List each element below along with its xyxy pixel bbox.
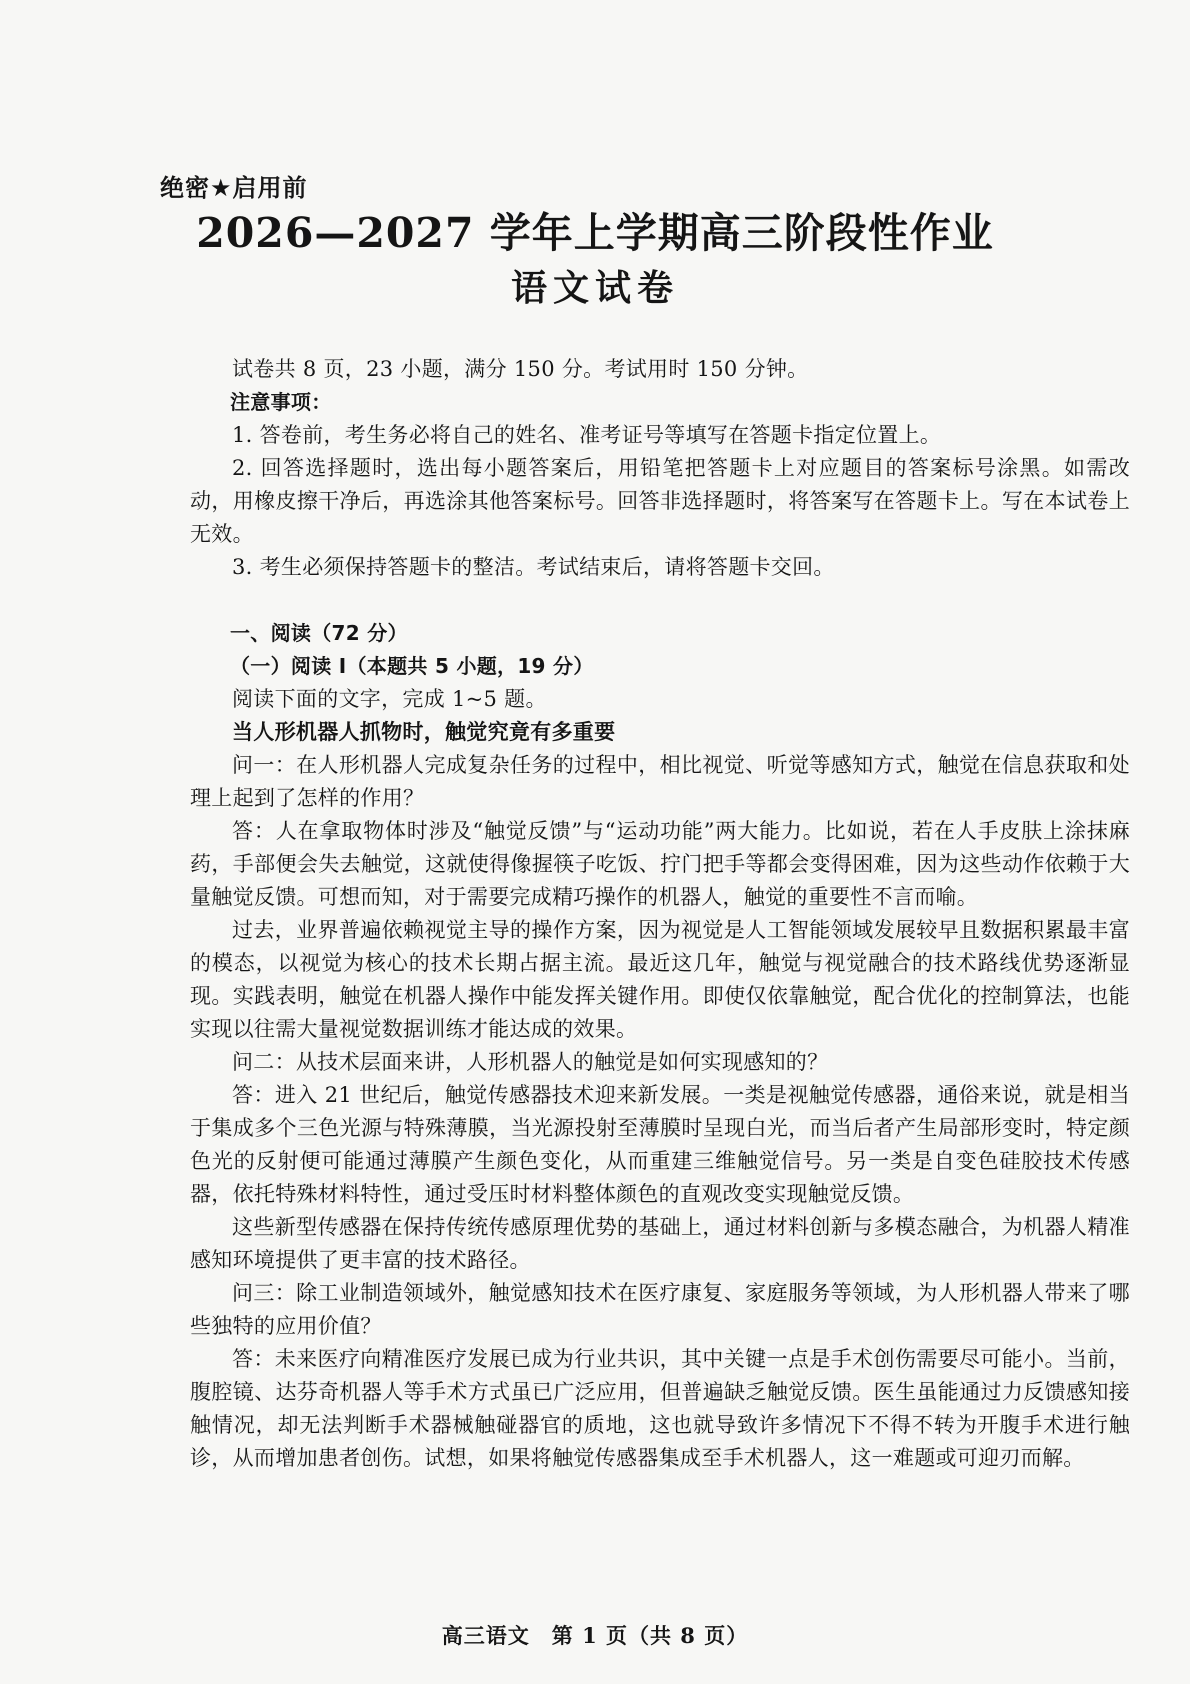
secret-label: 绝密★启用前 (160, 174, 308, 202)
article-title: 当人形机器人抓物时，触觉究竟有多重要 (232, 720, 616, 744)
article-paragraph: 问三：除工业制造领域外，触觉感知技术在医疗康复、家庭服务等领域，为人形机器人带来了哪些独特的应用价值？ (190, 1281, 1130, 1338)
reading-instruction: 阅读下面的文字，完成 1~5 题。 (232, 687, 547, 711)
exam-subtitle: 语文试卷 (510, 267, 679, 309)
article-paragraph: 问一：在人形机器人完成复杂任务的过程中，相比视觉、听觉等感知方式，触觉在信息获取和处理上起到了怎样的作用？ (190, 753, 1130, 810)
page-footer: 高三语文 第 1 页（共 8 页） (441, 1623, 749, 1648)
exam-content (190, 353, 1130, 1475)
notice-item: 3. 考生必须保持答题卡的整洁。考试结束后，请将答题卡交回。 (232, 555, 835, 579)
notice-item: 1. 答卷前，考生务必将自己的姓名、准考证号等填写在答题卡指定位置上。 (232, 423, 942, 447)
notice-item: 2. 回答选择题时，选出每小题答案后，用铅笔把答题卡上对应题目的答案标号涂黑。如需改动，用橡皮擦干净后，再选涂其他答案标号。回答非选择题时，将答案写在答题卡上。写在本试卷上无效。 (190, 456, 1130, 546)
notice-heading: 注意事项： (230, 390, 332, 414)
article-paragraph: 过去，业界普遍依赖视觉主导的操作方案，因为视觉是人工智能领域发展较早且数据积累最丰富的模态，以视觉为核心的技术长期占据主流。最近这几年，触觉与视觉融合的技术路线优势逐渐显现。实践表明，触觉在机器人操作中能发挥关键作用。即使仅依靠触觉，配合优化的控制算法，也能实现以往需大量视觉数据训练才能达成的效果。 (190, 918, 1130, 1041)
exam-intro: 试卷共 8 页，23 小题，满分 150 分。考试用时 150 分钟。 (232, 357, 809, 381)
article-paragraph: 问二：从技术层面来讲，人形机器人的触觉是如何实现感知的？ (232, 1050, 829, 1074)
article-paragraph: 答：未来医疗向精准医疗发展已成为行业共识，其中关键一点是手术创伤需要尽可能小。当前，腹腔镜、达芬奇机器人等手术方式虽已广泛应用，但普遍缺乏触觉反馈。医生虽能通过力反馈感知接触情况，却无法判断手术器械触碰器官的质地，这也就导致许多情况下不得不转为开腹手术进行触诊，从而增加患者创伤。试想，如果将触觉传感器集成至手术机器人，这一难题或可迎刃而解。 (190, 1347, 1130, 1470)
article-paragraph: 这些新型传感器在保持传统传感原理优势的基础上，通过材料创新与多模态融合，为机器人精准感知环境提供了更丰富的技术路径。 (190, 1215, 1130, 1272)
section-heading: 一、阅读（72 分） (230, 621, 408, 645)
spacer (190, 584, 1130, 617)
exam-title: 2026—2027 学年上学期高三阶段性作业 (196, 209, 994, 257)
article-paragraph: 答：人在拿取物体时涉及“触觉反馈”与“运动功能”两大能力。比如说，若在人手皮肤上涂抹麻药，手部便会失去触觉，这就使得像握筷子吃饭、拧门把手等都会变得困难，因为这些动作依赖于大量触觉反馈。可想而知，对于需要完成精巧操作的机器人，触觉的重要性不言而喻。 (190, 819, 1130, 909)
sub-section-heading: （一）阅读 I（本题共 5 小题，19 分） (230, 654, 594, 678)
article-paragraph: 答：进入 21 世纪后，触觉传感器技术迎来新发展。一类是视触觉传感器，通俗来说，就是相当于集成多个三色光源与特殊薄膜，当光源投射至薄膜时呈现白光，而当后者产生局部形变时，特定颜色光的反射便可能通过薄膜产生颜色变化，从而重建三维触觉信号。另一类是自变色硅胶技术传感器，依托特殊材料特性，通过受压时材料整体颜色的直观改变实现触觉反馈。 (190, 1083, 1130, 1206)
